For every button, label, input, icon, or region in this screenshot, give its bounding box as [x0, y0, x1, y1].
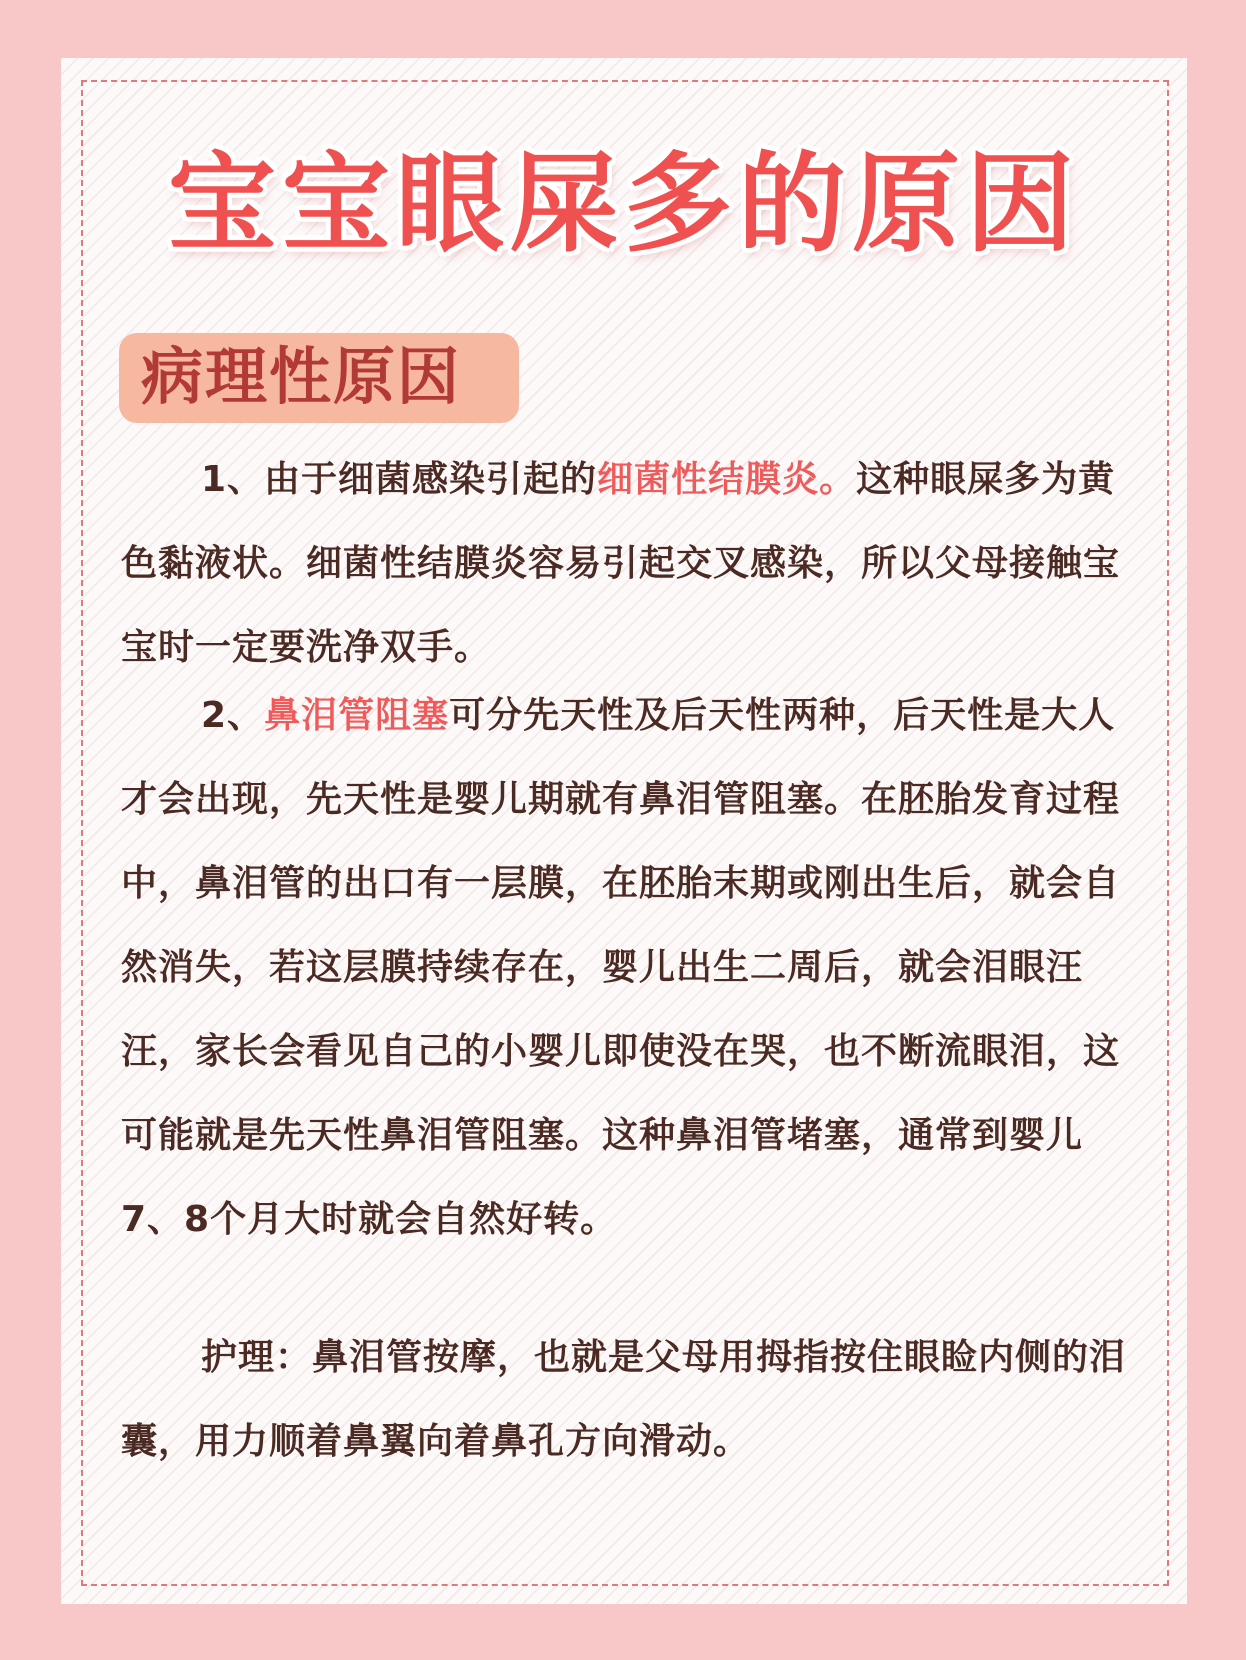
paragraph-2-text-before: 2、	[201, 695, 265, 736]
paragraph-3-text: 护理：鼻泪管按摩，也就是父母用拇指按住眼睑内侧的泪囊，用力顺着鼻翼向着鼻孔方向滑动。	[121, 1337, 1127, 1462]
paragraph-bacterial-conjunctivitis	[121, 438, 1131, 690]
page-title: 宝宝眼屎多的原因	[167, 142, 1080, 267]
section-heading: 病理性原因	[141, 340, 462, 413]
content-card	[61, 58, 1187, 1604]
paragraph-2-text-after: 可分先天性及后天性两种，后天性是大人才会出现，先天性是婴儿期就有鼻泪管阻塞。在胚胎发育过程中，鼻泪管的出口有一层膜，在胚胎末期或刚出生后，就会自然消失，若这层膜持续存在，婴儿出生二周后，就会泪眼汪汪，家长会看见自己的小婴儿即使没在哭，也不断流眼泪，这可能就是先天性鼻泪管阻塞。这种鼻泪管堵塞，通常到婴儿7、8个月大时就会自然好转。	[121, 695, 1121, 1240]
paragraph-1-text-after: 这种眼屎多为黄色黏液状。细菌性结膜炎容易引起交叉感染，所以父母接触宝宝时一定要洗净双手。	[121, 459, 1121, 668]
highlight-nasolacrimal-duct: 鼻泪管阻塞	[264, 695, 450, 736]
paragraph-1-text-before: 1、由于细菌感染引起的	[201, 459, 598, 500]
highlight-bacterial-conjunctivitis: 细菌性结膜炎。	[597, 459, 857, 500]
paragraph-nasolacrimal-duct	[121, 674, 1131, 1262]
paragraph-care	[121, 1316, 1131, 1484]
